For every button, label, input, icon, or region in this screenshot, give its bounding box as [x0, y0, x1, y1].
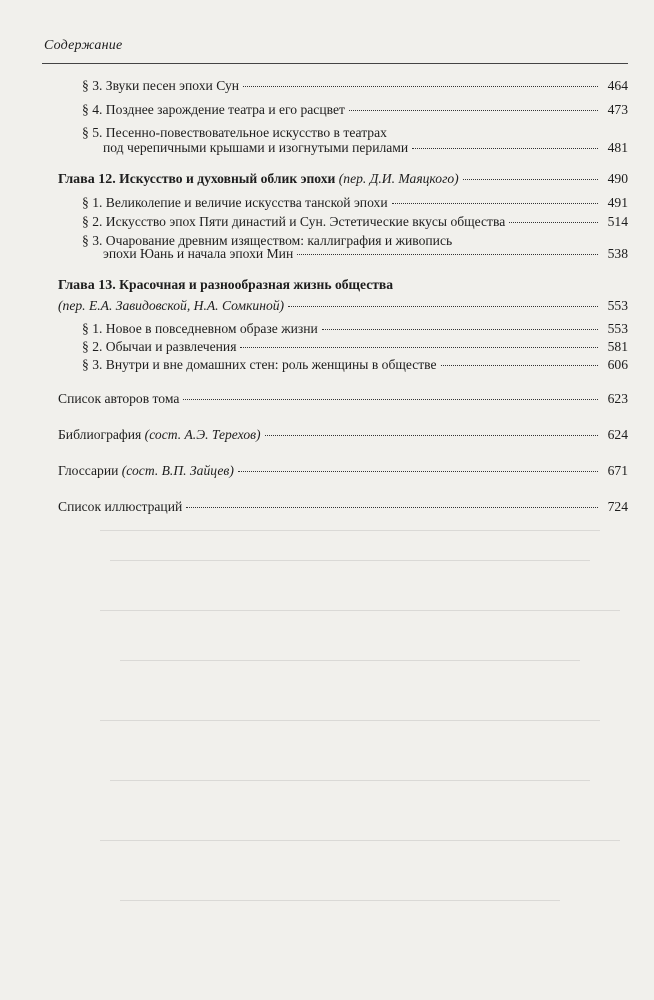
back-matter-entry[interactable]	[58, 390, 628, 407]
show-through-line	[110, 780, 590, 781]
toc-entry[interactable]	[82, 320, 628, 337]
dot-leader	[392, 203, 598, 204]
running-title: Содержание	[44, 38, 123, 53]
toc-entry-page: 464	[607, 78, 628, 93]
chapter-translator: (пер. Д.И. Маяцкого)	[338, 171, 459, 186]
dot-leader	[322, 329, 598, 330]
back-matter-compiler: (сост. А.Э. Терехов)	[144, 427, 261, 442]
show-through-line	[100, 610, 620, 611]
chapter-entry[interactable]	[58, 297, 628, 314]
toc-entry[interactable]	[82, 194, 628, 211]
toc-entry-page: 553	[607, 321, 628, 336]
back-matter-page: 623	[607, 391, 628, 406]
dot-leader	[509, 222, 598, 223]
toc-entry-label: § 1. Великолепие и величие искусства танской эпохи	[82, 195, 388, 210]
toc-entry-page: 538	[607, 246, 628, 261]
back-matter-compiler: (сост. В.П. Зайцев)	[121, 463, 234, 478]
toc-entry-label: § 4. Позднее зарождение театра и его расцвет	[82, 102, 345, 117]
show-through-texture	[40, 520, 640, 980]
toc-entry[interactable]	[103, 139, 628, 156]
toc-entry-page: 581	[607, 339, 628, 354]
dot-leader	[243, 86, 598, 87]
toc-entry[interactable]	[82, 101, 628, 118]
back-matter-page: 724	[607, 499, 628, 514]
dot-leader	[265, 435, 598, 436]
dot-leader	[441, 365, 598, 366]
chapter-label: Глава 12.	[58, 172, 116, 187]
chapter-translator: (пер. Е.А. Завидовской, Н.А. Сомкиной)	[58, 298, 285, 313]
show-through-line	[110, 560, 590, 561]
back-matter-entry[interactable]	[58, 462, 628, 479]
back-matter-entry[interactable]	[58, 426, 628, 443]
toc-entry-page: 491	[607, 195, 628, 210]
toc-entry-label: § 3. Внутри и вне домашних стен: роль женщины в обществе	[82, 357, 437, 372]
dot-leader	[240, 347, 598, 348]
toc-entry-label: § 2. Обычаи и развлечения	[82, 339, 237, 354]
back-matter-heading	[58, 462, 234, 479]
back-matter-entry[interactable]	[58, 498, 628, 515]
dot-leader	[183, 399, 598, 400]
toc-entry-label-line2: эпохи Юань и начала эпохи Мин	[103, 246, 294, 261]
chapter-label: Глава 13.	[58, 278, 116, 293]
toc-entry-page: 481	[607, 140, 628, 155]
back-matter-label: Список авторов тома	[58, 391, 180, 406]
back-matter-page: 671	[607, 463, 628, 478]
toc-entry[interactable]	[82, 213, 628, 230]
dot-leader	[412, 148, 598, 149]
dot-leader	[349, 110, 598, 111]
back-matter-label: Библиография	[58, 427, 142, 442]
toc-entry-label-line1: § 5. Песенно-повествовательное искусство в театрах	[82, 125, 387, 140]
chapter-heading	[58, 276, 393, 294]
dot-leader	[186, 507, 598, 508]
back-matter-heading	[58, 426, 261, 443]
toc-entry-page: 514	[607, 214, 628, 229]
toc-entry[interactable]	[103, 245, 628, 262]
toc-entry-label: § 2. Искусство эпох Пяти династий и Сун. Эстетические вкусы общества	[82, 214, 506, 229]
dot-leader	[238, 471, 598, 472]
toc-entry[interactable]	[82, 356, 628, 373]
toc-entry-label: § 3. Звуки песен эпохи Сун	[82, 78, 240, 93]
chapter-title: Красочная и разнообразная жизнь общества	[119, 277, 394, 292]
show-through-line	[100, 720, 600, 721]
chapter-page: 490	[607, 171, 628, 186]
show-through-line	[120, 660, 580, 661]
back-matter-label: Список иллюстраций	[58, 499, 183, 514]
toc-entry-page: 606	[607, 357, 628, 372]
toc-entry-page: 473	[607, 102, 628, 117]
back-matter-page: 624	[607, 427, 628, 442]
dot-leader	[288, 306, 598, 307]
toc-entry[interactable]	[82, 77, 628, 94]
dot-leader	[463, 179, 598, 180]
show-through-line	[100, 530, 600, 531]
chapter-title: Искусство и духовный облик эпохи	[119, 171, 336, 186]
toc-entry-label-line2: под черепичными крышами и изогнутыми перилами	[103, 140, 409, 155]
chapter-page: 553	[607, 298, 628, 313]
toc-entry[interactable]	[82, 338, 628, 355]
back-matter-label: Глоссарии	[58, 463, 119, 478]
toc-entry-label: § 1. Новое в повседневном образе жизни	[82, 321, 318, 336]
chapter-heading	[58, 170, 459, 188]
dot-leader	[297, 254, 598, 255]
toc-entry-label-line1: § 3. Очарование древним изяществом: каллиграфия и живопись	[82, 233, 453, 248]
chapter-entry[interactable]	[58, 170, 628, 188]
show-through-line	[100, 840, 620, 841]
show-through-line	[120, 900, 560, 901]
